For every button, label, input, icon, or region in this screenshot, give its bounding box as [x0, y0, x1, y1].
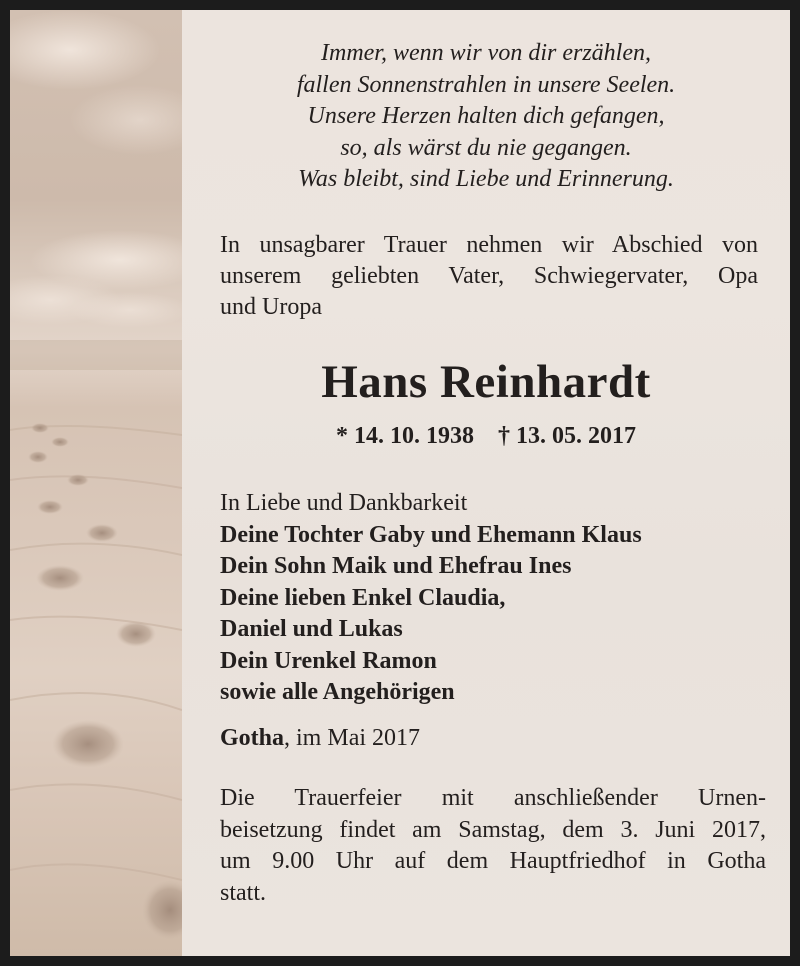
- service-info: [220, 783, 766, 909]
- mourner-line: Deine lieben Enkel Claudia,: [220, 584, 506, 611]
- poem-line: Unsere Herzen halten dich gefangen,: [307, 103, 665, 129]
- poem-line: Was bleibt, sind Liebe und Erinnerung.: [298, 166, 674, 192]
- deceased-name: Hans Reinhardt: [321, 356, 651, 408]
- memorial-poem: [202, 38, 770, 196]
- poem-line: Immer, wenn wir von dir erzählen,: [321, 40, 651, 66]
- footprints-in-sand-icon: [10, 10, 182, 956]
- poem-line: fallen Sonnenstrahlen in unsere Seelen.: [296, 71, 676, 98]
- sand-photo-graphic: [10, 10, 182, 956]
- intro-line: In unsagbarer Trauer nehmen wir Abschied von: [220, 232, 758, 258]
- obituary-panel: [10, 10, 790, 956]
- intro-line: unserem geliebten Vater, Schwiegervater, Opa: [220, 263, 758, 289]
- mourner-line: Dein Urenkel Ramon: [220, 647, 437, 674]
- life-dates: [202, 420, 770, 452]
- closing-line: In Liebe und Dankbarkeit: [220, 490, 468, 516]
- mourner-line: Deine Tochter Gaby und Ehemann Klaus: [220, 521, 642, 548]
- birth-date: * 14. 10. 1938: [336, 423, 474, 449]
- intro-line: und Uropa: [220, 294, 322, 320]
- service-line: statt.: [220, 879, 266, 906]
- mourners-list: [220, 488, 780, 709]
- mourner-line: sowie alle Angehörigen: [220, 679, 455, 705]
- mourner-line: Daniel und Lukas: [220, 616, 403, 642]
- service-line: Die Trauerfeier mit anschließender Urnen-: [220, 785, 766, 811]
- mourner-line: Dein Sohn Maik und Ehefrau Ines: [220, 553, 572, 579]
- service-line: um 9.00 Uhr auf dem Hauptfriedhof in Gotha: [220, 848, 766, 874]
- service-line: beisetzung findet am Samstag, dem 3. Juni 2017,: [220, 816, 766, 843]
- intro-text: [220, 230, 758, 323]
- place-date: , im Mai 2017: [284, 725, 421, 751]
- place-and-date: [220, 723, 780, 754]
- poem-line: so, als wärst du nie gegangen.: [340, 134, 632, 161]
- notice-content: [182, 10, 790, 956]
- death-date: † 13. 05. 2017: [498, 423, 636, 449]
- place-name: Gotha: [220, 725, 285, 751]
